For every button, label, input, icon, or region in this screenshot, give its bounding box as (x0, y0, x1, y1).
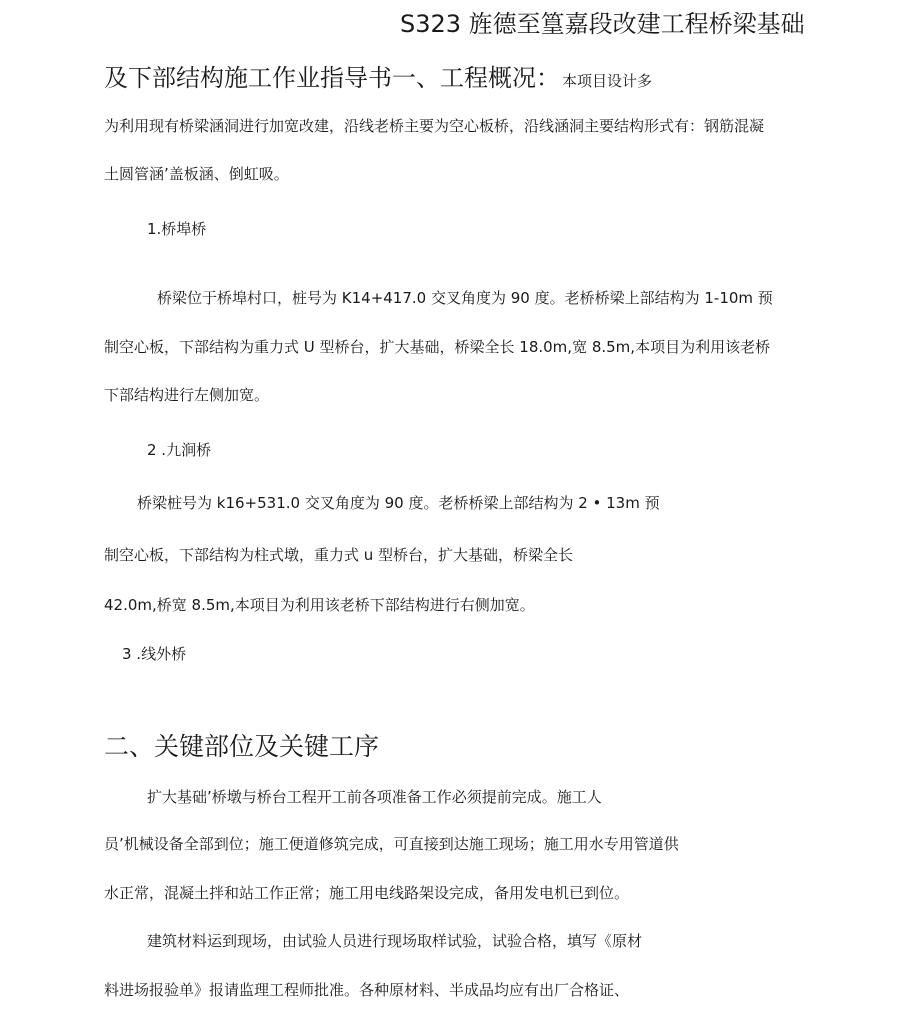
overview-text-line-1: 为利用现有桥梁涵洞进行加宽改建，沿线老桥主要为空心板桥，沿线涵洞主要结构形式有：钢筋混凝 (104, 117, 765, 135)
bridge-2-heading: 2 .九涧桥 (147, 441, 212, 459)
document-title-line-1: S323 旌德至篁嘉段改建工程桥梁基础 (400, 10, 805, 38)
document-title-line-2-tail: 本项目设计多 (562, 72, 653, 90)
section-2-para-2-line-2: 料进场报验单》报请监理工程师批准。各种原材料、半成品均应有出厂合格证、 (104, 981, 630, 999)
section-2-heading: 二、关键部位及关键工序 (104, 732, 380, 761)
bridge-1-text-line-3: 下部结构进行左侧加宽。 (104, 386, 270, 404)
overview-text-line-2: 土圆管涵’盖板涵、倒虹吸。 (104, 165, 289, 183)
document-title-line-2-main: 及下部结构施工作业指导书一、工程概况： (104, 64, 560, 92)
bridge-1-text-line-2: 制空心板，下部结构为重力式 U 型桥台，扩大基础，桥梁全长 18.0m,宽 8.5m,本项目为利用该老桥 (104, 338, 771, 356)
bridge-2-text-line-2: 制空心板，下部结构为柱式墩，重力式 u 型桥台，扩大基础，桥梁全长 (104, 546, 574, 564)
section-2-para-2-line-1: 建筑材料运到现场，由试验人员进行现场取样试验，试验合格，填写《原材 (147, 932, 643, 950)
bridge-3-heading: 3 .线外桥 (122, 645, 187, 663)
section-2-para-1-line-2: 员’机械设备全部到位；施工便道修筑完成，可直接到达施工现场；施工用水专用管道供 (104, 835, 679, 853)
document-title-line-2 (104, 66, 652, 90)
bridge-2-text-line-3: 42.0m,桥宽 8.5m,本项目为利用该老桥下部结构进行右侧加宽。 (104, 596, 535, 614)
section-2-para-1-line-1: 扩大基础’桥墩与桥台工程开工前各项准备工作必须提前完成。施工人 (147, 788, 602, 806)
bridge-1-text-line-1: 桥梁位于桥埠村口，桩号为 K14+417.0 交叉角度为 90 度。老桥桥梁上部结构为 1-10m 预 (157, 289, 773, 307)
section-2-para-1-line-3: 水正常，混凝土拌和站工作正常；施工用电线路架设完成，备用发电机已到位。 (104, 884, 630, 902)
bridge-1-heading: 1.桥埠桥 (147, 220, 207, 238)
bridge-2-text-line-1: 桥梁桩号为 k16+531.0 交叉角度为 90 度。老桥桥梁上部结构为 2 • 13m 预 (137, 494, 660, 512)
